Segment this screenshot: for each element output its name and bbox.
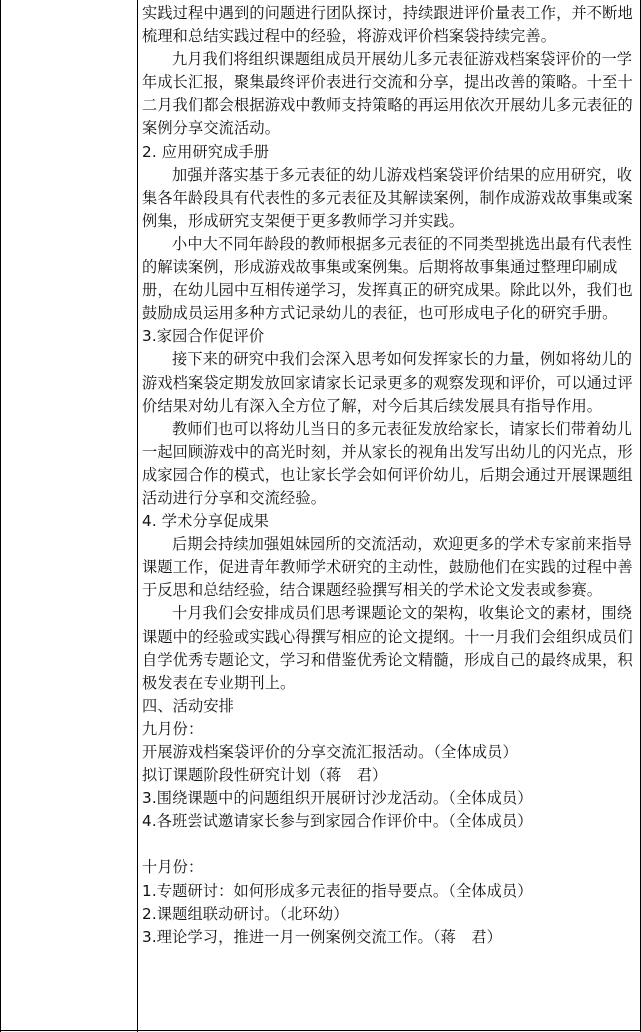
body-paragraph: 后期会持续加强姐妹园所的交流活动，欢迎更多的学术专家前来指导课题工作，促进青年教师学术研究的主动性，鼓励他们在实践的过程中善于反思和总结经验，结合课题经验撰写相关的学术论文发表或参赛。 — [142, 535, 633, 600]
table-left-column — [1, 0, 138, 1032]
schedule-line: 3.围绕课题中的问题组织开展研讨沙龙活动。（全体成员） — [142, 789, 533, 808]
blank-line — [142, 833, 634, 856]
section-heading: 2. 应用研究成手册 — [142, 142, 270, 161]
schedule-line: 1.专题研讨：如何形成多元表征的指导要点。（全体成员） — [142, 881, 533, 900]
section-heading: 4. 学术分享促成果 — [142, 512, 270, 531]
body-paragraph: 十月我们会安排成员们思考课题论文的架构，收集论文的素材，围绕课题中的经验或实践心得撰写相应的论文提纲。十一月我们会组织成员们自学优秀专题论文，学习和借鉴优秀论文精髓，形成自己的最终成果，积极发表在专业期刊上。 — [142, 604, 633, 692]
table-bottom-border — [1, 1030, 641, 1031]
body-paragraph: 九月我们将组织课题组成员开展幼儿多元表征游戏档案袋评价的一学年成长汇报，聚集最终评价表进行交流和分享，提出改善的策略。十至十二月我们都会根据游戏中教师支持策略的再运用依次开展幼儿多元表征的案例分享交流活动。 — [142, 50, 633, 138]
schedule-line: 九月份： — [142, 719, 204, 738]
schedule-line: 4.各班尝试邀请家长参与到家园合作评价中。（全体成员） — [142, 812, 533, 831]
table-right-column — [138, 0, 641, 1032]
body-paragraph: 小中大不同年龄段的教师根据多元表征的不同类型挑选出最有代表性的解读案例，形成游戏故事集或案例集。后期将故事集通过整理印刷成册，在幼儿园中互相传递学习，发挥真正的研究成果。除此以外，我们也鼓励成员运用多种方式记录幼儿的表征，也可形成电子化的研究手册。 — [142, 234, 633, 323]
schedule-line: 拟订课题阶段性研究计划（蒋 君） — [142, 766, 388, 785]
document-body — [142, 2, 634, 949]
section-heading: 四、活动安排 — [142, 696, 235, 715]
section-heading: 3.家园合作促评价 — [142, 327, 265, 346]
body-paragraph: 教师们也可以将幼儿当日的多元表征发放给家长，请家长们带着幼儿一起回顾游戏中的高光时刻，并从家长的视角出发写出幼儿的闪光点，形成家园合作的模式，也让家长学会如何评价幼儿，后期会通过开展课题组活动进行分享和交流经验。 — [142, 419, 633, 507]
schedule-line: 2.课题组联动研讨。（北环幼） — [142, 904, 349, 923]
schedule-line: 3.理论学习，推进一月一例案例交流工作。（蒋 君） — [142, 927, 502, 946]
body-paragraph: 实践过程中遇到的问题进行团队探讨，持续跟进评价量表工作，并不断地梳理和总结实践过程中的经验，将游戏评价档案袋持续完善。 — [142, 4, 633, 46]
body-paragraph: 加强并落实基于多元表征的幼儿游戏档案袋评价结果的应用研究，收集各年龄段具有代表性的多元表征及其解读案例，制作成游戏故事集或案例集，形成研究支架便于更多教师学习并实践。 — [142, 165, 633, 230]
body-paragraph: 接下来的研究中我们会深入思考如何发挥家长的力量，例如将幼儿的游戏档案袋定期发放回家请家长记录更多的观察发现和评价，可以通过评价结果对幼儿有深入全方位了解，对今后其后续发展具有指导作用。 — [142, 350, 633, 415]
schedule-line: 十月份： — [142, 858, 204, 877]
schedule-line: 开展游戏档案袋评价的分享交流汇报活动。（全体成员） — [142, 743, 518, 761]
